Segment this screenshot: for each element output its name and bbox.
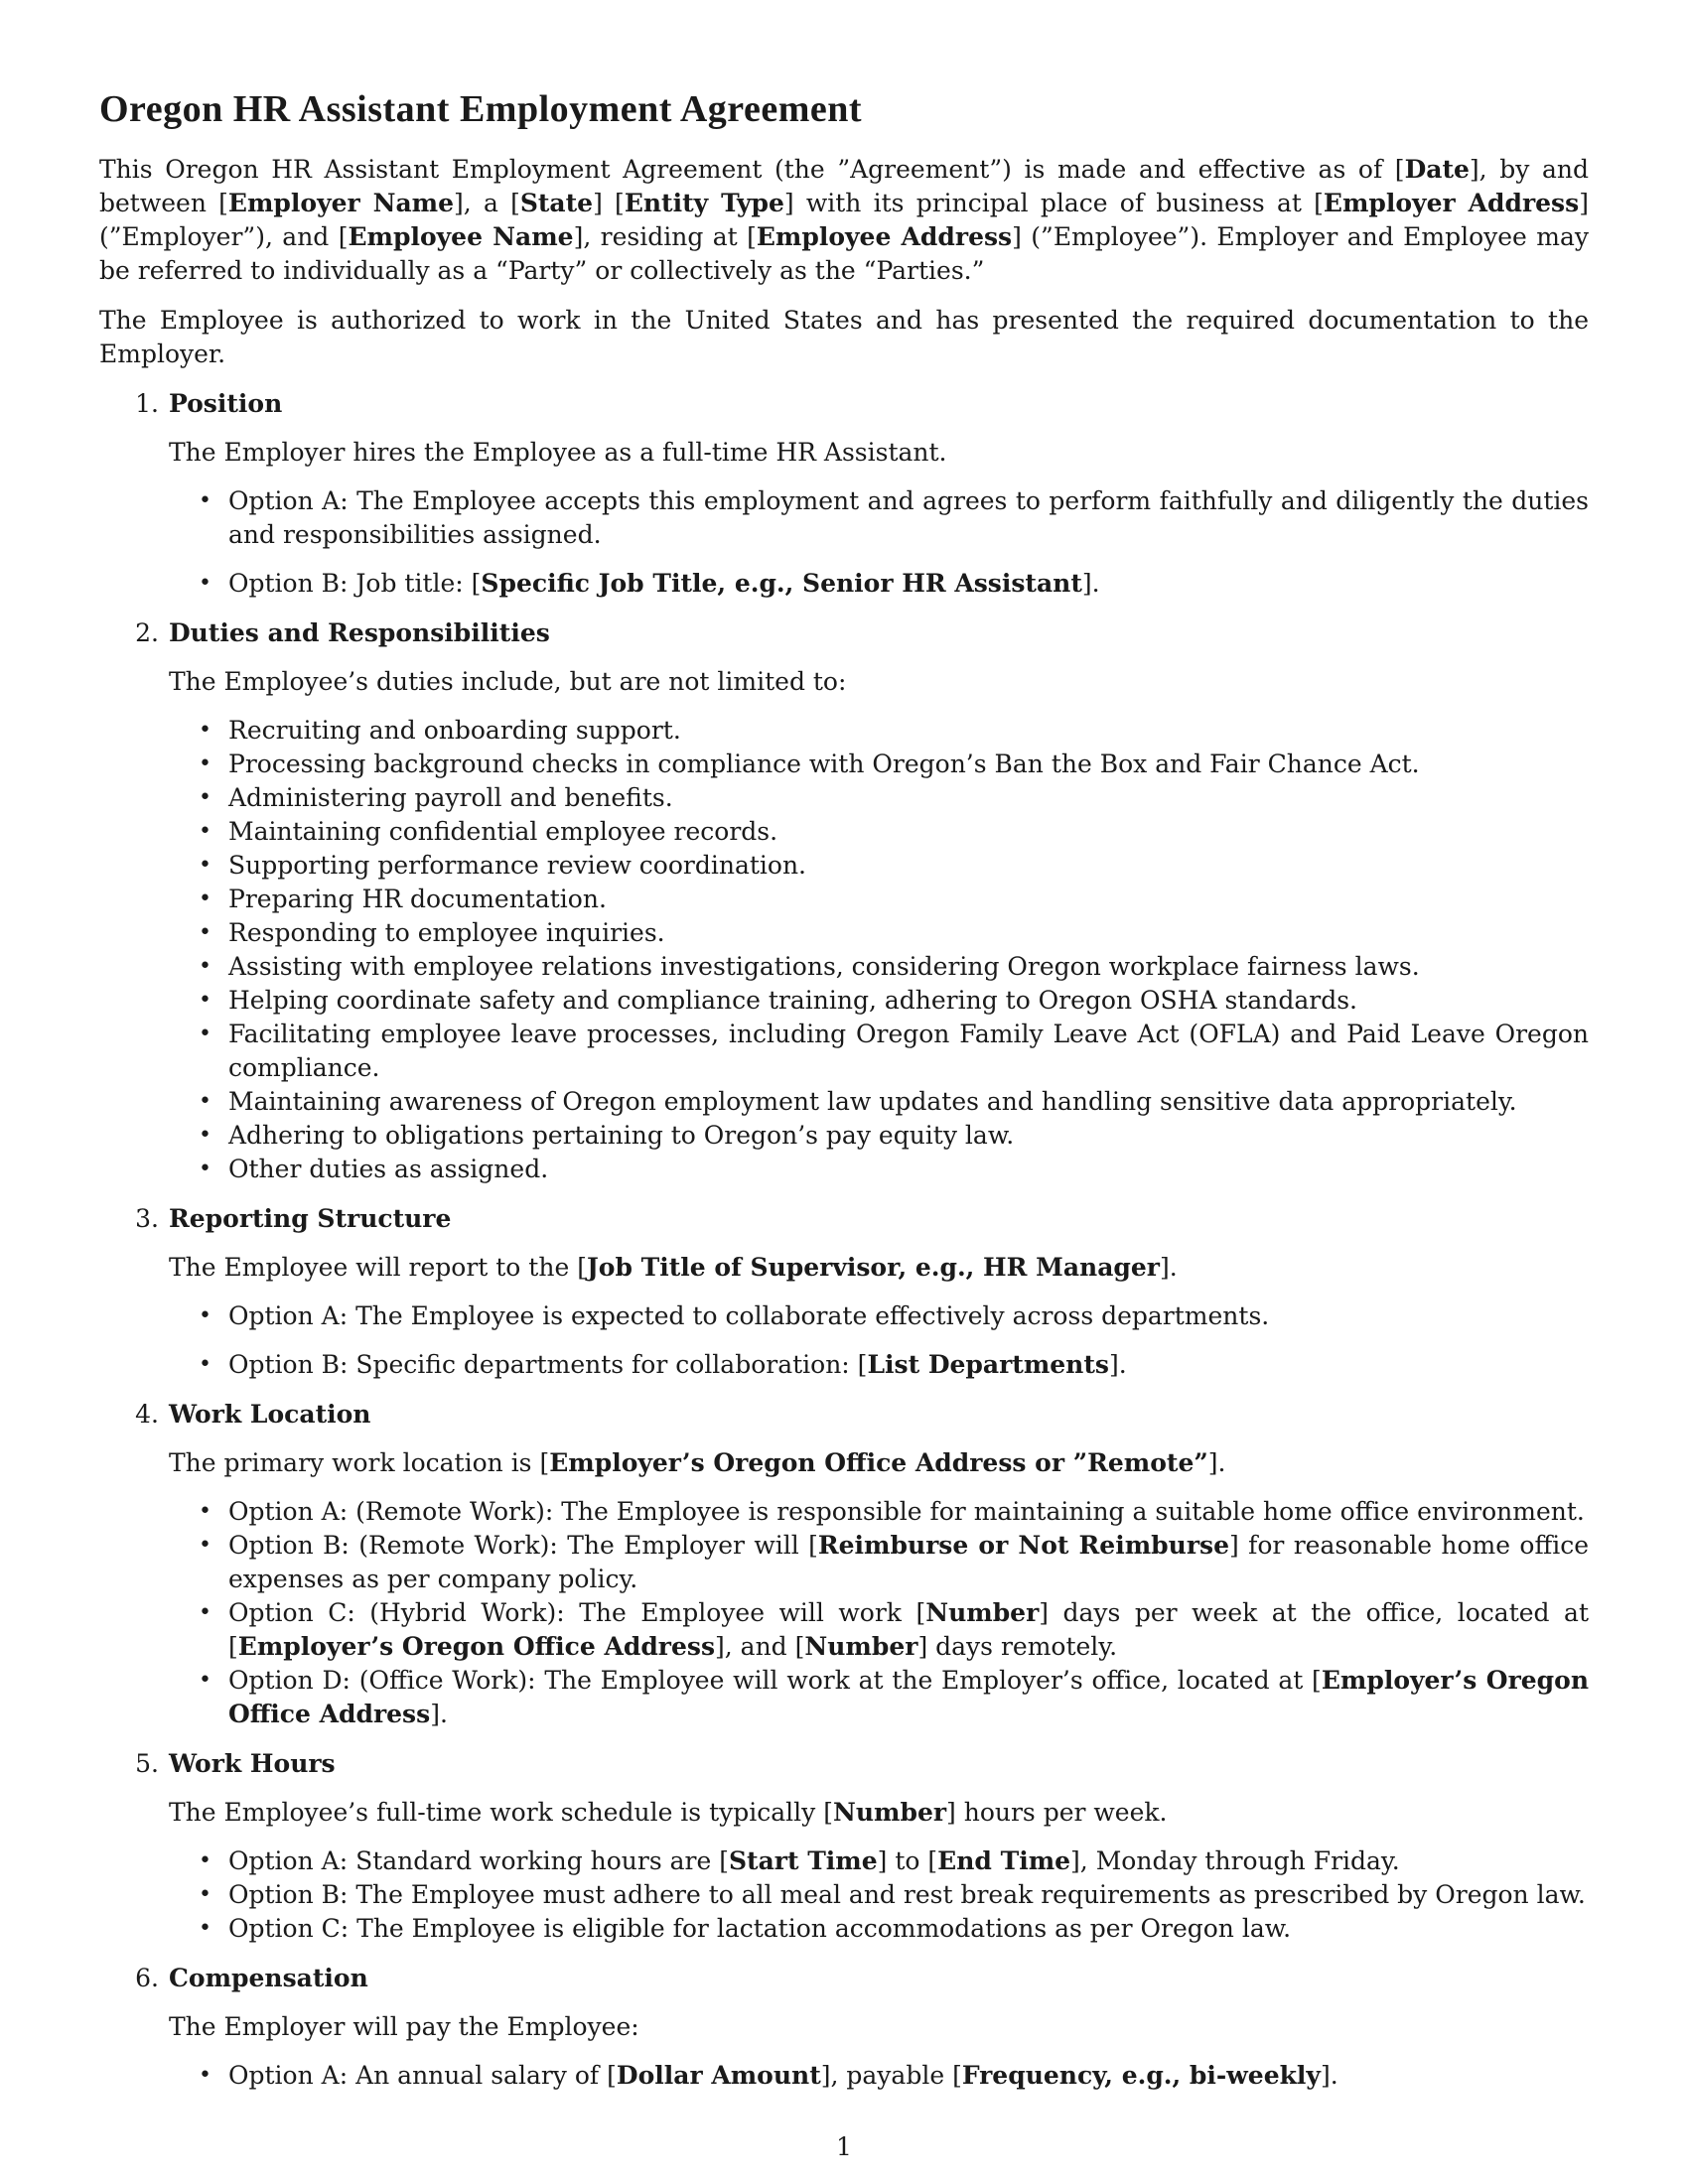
option-item: • Option A: (Remote Work): The Employee is responsible for maintaining a suitable home office environment.	[169, 1495, 1589, 1529]
placeholder-employer-address: Employer Address	[1323, 189, 1580, 217]
section-number: 4.	[135, 1400, 159, 1429]
option-text: ].	[430, 1700, 448, 1728]
authorization-paragraph: The Employee is authorized to work in the United States and has presented the required documentation to the Employer.	[99, 306, 1589, 368]
section-reporting	[99, 1202, 1589, 1382]
placeholder-supervisor-title: Job Title of Supervisor, e.g., HR Manager	[586, 1253, 1160, 1282]
option-item	[169, 2059, 1589, 2093]
section-number: 3.	[135, 1204, 159, 1233]
intro-text: ] with its principal place of business at [	[783, 189, 1324, 217]
option-item	[169, 567, 1589, 601]
option-text: Option B: Job title: [	[228, 569, 482, 598]
option-text: ] days per week at the office, located at [	[228, 1598, 1589, 1661]
section-work-hours	[99, 1747, 1589, 1946]
intro-text: This Oregon HR Assistant Employment Agreement (the ”Agreement”) is made and effective as of [	[99, 155, 1405, 184]
lead-text: The primary work location is [	[169, 1448, 550, 1477]
section-position	[99, 387, 1589, 601]
options-list	[169, 1495, 1589, 1731]
intro-text: ] (”Employee”). Employer and Employee may be referred to individually as a “Party” or collectively as the “Parties.”	[99, 222, 1589, 285]
intro-text: ] [	[593, 189, 625, 217]
placeholder-date: Date	[1404, 155, 1470, 184]
section-title: Work Location	[169, 1400, 371, 1429]
lead-text: ] hours per week.	[946, 1798, 1168, 1827]
intro-text: ] (”Employer”), and [	[99, 189, 1589, 251]
placeholder-number: Number	[804, 1632, 918, 1661]
duty-item: • Maintaining confidential employee records.	[169, 815, 1589, 849]
duty-item: • Recruiting and onboarding support.	[169, 714, 1589, 748]
section-work-location	[99, 1398, 1589, 1731]
placeholder-end-time: End Time	[937, 1846, 1071, 1875]
intro-text: ], residing at [	[573, 222, 757, 251]
placeholder-employee-address: Employee Address	[756, 222, 1013, 251]
section-number: 2.	[135, 618, 159, 647]
section-number: 5.	[135, 1749, 159, 1778]
option-text: Option B: (Remote Work): The Employer will [	[228, 1531, 818, 1560]
duty-item: • Facilitating employee leave processes, including Oregon Family Leave Act (OFLA) and Paid Leave Oregon compliance.	[169, 1018, 1589, 1085]
section-number: 6.	[135, 1964, 159, 1992]
section-title: Duties and Responsibilities	[169, 618, 550, 647]
section-title: Position	[169, 389, 283, 418]
option-text: Option C: (Hybrid Work): The Employee will work [	[228, 1598, 926, 1627]
intro-paragraph	[99, 153, 1589, 288]
placeholder-entity-type: Entity Type	[624, 189, 784, 217]
placeholder-number: Number	[925, 1598, 1040, 1627]
option-text: ] for reasonable home office expenses as per company policy.	[228, 1531, 1589, 1593]
duties-list	[169, 714, 1589, 1186]
option-item: • Option A: The Employee accepts this employment and agrees to perform faithfully and diligently the duties and responsibilities assigned.	[169, 484, 1589, 552]
placeholder-start-time: Start Time	[728, 1846, 878, 1875]
section-lead	[169, 1251, 1589, 1285]
placeholder-employee-name: Employee Name	[348, 222, 574, 251]
duty-item: • Administering payroll and benefits.	[169, 781, 1589, 815]
option-item	[169, 1596, 1589, 1664]
section-number: 1.	[135, 389, 159, 418]
placeholder-reimburse: Reimburse or Not Reimburse	[817, 1531, 1229, 1560]
placeholder-departments: List Departments	[867, 1350, 1109, 1379]
placeholder-office-address: Employer’s Oregon Office Address or ”Remote”	[549, 1448, 1208, 1477]
placeholder-frequency: Frequency, e.g., bi-weekly	[961, 2061, 1321, 2090]
option-item: • Option B: The Employee must adhere to all meal and rest break requirements as prescribed by Oregon law.	[169, 1878, 1589, 1912]
duty-item: • Responding to employee inquiries.	[169, 916, 1589, 950]
option-text: Option B: Specific departments for collaboration: [	[228, 1350, 868, 1379]
duty-item: • Preparing HR documentation.	[169, 883, 1589, 916]
duty-item: • Processing background checks in compliance with Oregon’s Ban the Box and Fair Chance Act.	[169, 748, 1589, 781]
option-text: ], and [	[715, 1632, 805, 1661]
option-item: • Option C: The Employee is eligible for lactation accommodations as per Oregon law.	[169, 1912, 1589, 1946]
section-title: Compensation	[169, 1964, 368, 1992]
option-text: ], payable [	[820, 2061, 962, 2090]
options-list	[169, 1299, 1589, 1382]
option-item: • Option A: The Employee is expected to collaborate effectively across departments.	[169, 1299, 1589, 1333]
option-text: ] days remotely.	[917, 1632, 1118, 1661]
option-item	[169, 1529, 1589, 1596]
options-list	[169, 1844, 1589, 1946]
section-duties	[99, 616, 1589, 1186]
section-lead: The Employer hires the Employee as a full-time HR Assistant.	[169, 438, 947, 467]
placeholder-employer-name: Employer Name	[227, 189, 455, 217]
option-text: ].	[1081, 569, 1100, 598]
page-number: 1	[836, 2132, 852, 2161]
section-lead: The Employee’s duties include, but are not limited to:	[169, 667, 847, 696]
lead-text: ].	[1207, 1448, 1226, 1477]
option-text: Option A: An annual salary of [	[228, 2061, 617, 2090]
option-text: ].	[1108, 1350, 1127, 1379]
option-text: ].	[1320, 2061, 1338, 2090]
option-item	[169, 1844, 1589, 1878]
option-item	[169, 1348, 1589, 1382]
options-list	[169, 484, 1589, 601]
placeholder-state: State	[519, 189, 594, 217]
duty-item: • Helping coordinate safety and compliance training, adhering to Oregon OSHA standards.	[169, 984, 1589, 1018]
option-text: Option A: Standard working hours are [	[228, 1846, 729, 1875]
placeholder-office-address: Employer’s Oregon Office Address	[228, 1666, 1589, 1728]
section-lead	[169, 1796, 1589, 1830]
duty-item: • Supporting performance review coordination.	[169, 849, 1589, 883]
sections-list	[99, 387, 1589, 2093]
lead-text: The Employee’s full-time work schedule is typically [	[169, 1798, 833, 1827]
placeholder-dollar-amount: Dollar Amount	[616, 2061, 821, 2090]
lead-text: ].	[1159, 1253, 1178, 1282]
placeholder-number: Number	[832, 1798, 947, 1827]
options-list	[169, 2059, 1589, 2093]
duty-item: • Maintaining awareness of Oregon employment law updates and handling sensitive data appropriately.	[169, 1085, 1589, 1119]
option-text: ], Monday through Friday.	[1070, 1846, 1400, 1875]
intro-text: ], a [	[454, 189, 520, 217]
duty-item: • Adhering to obligations pertaining to Oregon’s pay equity law.	[169, 1119, 1589, 1153]
section-lead	[169, 1446, 1589, 1480]
section-compensation	[99, 1962, 1589, 2093]
option-item	[169, 1664, 1589, 1731]
intro-text: ], by and between [	[99, 155, 1589, 217]
document-page	[99, 85, 1589, 2109]
duty-item: • Other duties as assigned.	[169, 1153, 1589, 1186]
placeholder-office-address: Employer’s Oregon Office Address	[237, 1632, 716, 1661]
document-title: Oregon HR Assistant Employment Agreement	[99, 88, 863, 130]
section-lead: The Employer will pay the Employee:	[169, 2012, 639, 2041]
option-text: Option D: (Office Work): The Employee will work at the Employer’s office, located at [	[228, 1666, 1322, 1695]
duty-item: • Assisting with employee relations investigations, considering Oregon workplace fairness laws.	[169, 950, 1589, 984]
placeholder-job-title: Specific Job Title, e.g., Senior HR Assistant	[481, 569, 1082, 598]
section-title: Work Hours	[169, 1749, 336, 1778]
lead-text: The Employee will report to the [	[169, 1253, 587, 1282]
section-title: Reporting Structure	[169, 1204, 452, 1233]
option-text: ] to [	[877, 1846, 938, 1875]
